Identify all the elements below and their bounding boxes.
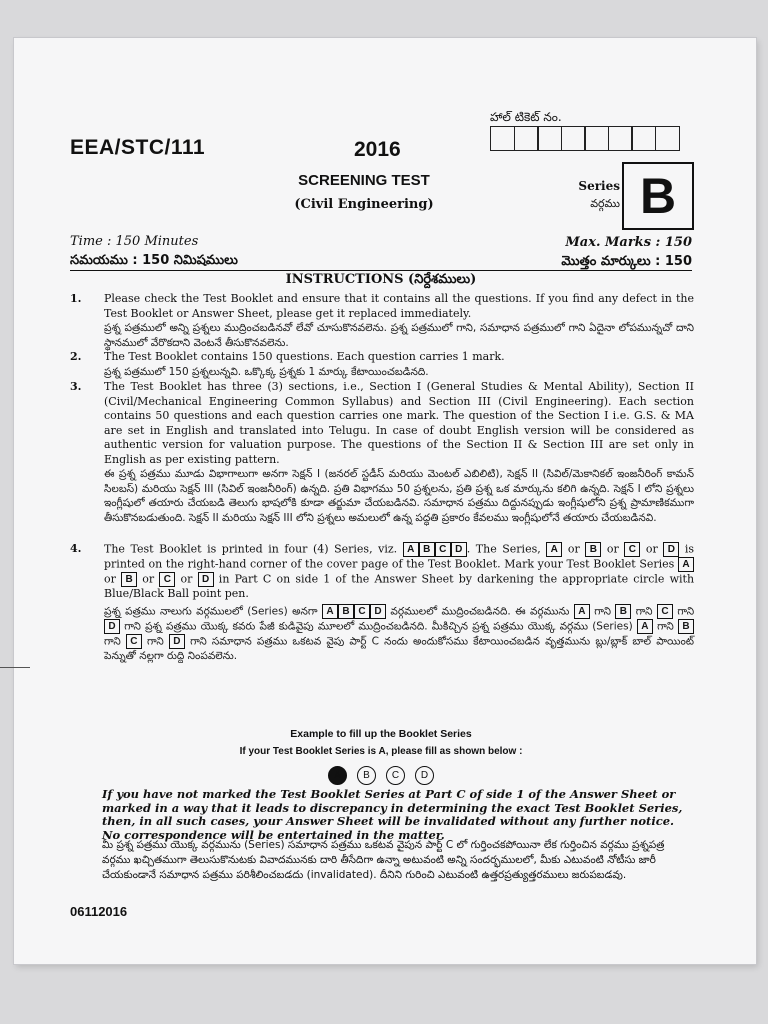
hall-ticket-label: హాల్ టికెట్ నం. [490, 110, 562, 124]
series-label: Series [578, 179, 620, 193]
hall-ticket-number-boxes[interactable] [490, 126, 678, 151]
instruction-number: 2. [70, 350, 82, 363]
series-box-a: A [322, 604, 338, 619]
series-badge: B [622, 162, 694, 230]
connector-word: or [606, 542, 619, 556]
warning-telugu: మీ ప్రశ్న పత్రము యొక్క వర్గమును (Series) సమాధాన పత్రము ఒకటవ వైపున పార్ట్ C లో గుర్తించకపోయినా లేక గుర్తించిన వర్గము ప్రశ్నపత్ర వర్గము ఖచ్చితముగా తెలుసుకొనుటకు వివాదమునకు దారి తీసేదిగా ఉన్నా అటువంటి అన్ని సందర్భములలో, మీకు ఎటువంటి నోటీసు జారీ చేయకుండానే సమాధాన పత్రము పరిశీలించబడదు (invalidated). దీనిని గురించి ఎటువంటి ఉత్తరప్రత్యుత్తరములు జరుపబడవు. [102, 839, 665, 881]
series-box-d: D [198, 572, 214, 587]
bubble-c: C [386, 766, 405, 785]
connector-word: గాని [677, 605, 695, 617]
instructions-heading: INSTRUCTIONS (నిర్దేశములు) [285, 272, 477, 287]
footer-code: 06112016 [70, 904, 128, 919]
hall-ticket-digit-box[interactable] [490, 126, 515, 151]
series-box-d: D [370, 604, 386, 619]
instruction-text-english: The Test Booklet contains 150 questions. Each question carries 1 mark. [104, 350, 505, 363]
instruction-text-part: ప్రశ్న పత్రము నాలుగు వర్గములలో (Series) అనగా [104, 605, 318, 617]
hall-ticket-digit-box[interactable] [561, 126, 586, 151]
instruction-text-english: Please check the Test Booklet and ensure that it contains all the questions. If you find any defect in the Test Booklet or Answer Sheet, please get it replaced immediately. [104, 292, 694, 320]
hall-ticket-digit-box[interactable] [537, 126, 562, 151]
connector-word: or [180, 572, 193, 586]
instruction-item [70, 542, 694, 663]
hall-ticket-digit-box[interactable] [608, 126, 633, 151]
series-box-a: A [574, 604, 590, 619]
time-telugu: సమయము : 150 నిమిషములు [70, 253, 238, 268]
connector-word: గాని [657, 620, 674, 632]
warning-english: If you have not marked the Test Booklet Series at Part C of side 1 of the Answer Sheet or marked in a way that it leads to discrepancy in determining the exact Test Booklet Series, then, in all such cases, your Answer Sheet will be invalidated without any further notice. No correspondence will be entertained in the matter. [102, 787, 683, 842]
hall-ticket-digit-box[interactable] [655, 126, 680, 151]
instruction-text-telugu [104, 604, 694, 664]
max-marks-english: Max. Marks : 150 [565, 235, 692, 250]
series-box-c: C [354, 604, 370, 619]
series-box-c: C [159, 572, 175, 587]
series-box-a: A [637, 619, 653, 634]
page-title: SCREENING TEST [298, 172, 430, 189]
connector-word: or [645, 542, 658, 556]
series-box-b: B [338, 604, 354, 619]
instruction-number: 1. [70, 292, 82, 305]
time-english: Time : 150 Minutes [70, 234, 199, 249]
hall-ticket-digit-box[interactable] [584, 126, 609, 151]
series-box-c: C [435, 542, 451, 557]
instruction-text-part: The Test Booklet is printed in four (4) Series, viz. [104, 542, 398, 556]
margin-mark [0, 667, 30, 668]
series-label-telugu: వర్గము [590, 197, 620, 210]
series-box-a: A [403, 542, 419, 557]
max-marks-telugu: మొత్తం మార్కులు : 150 [561, 254, 692, 269]
instruction-number: 3. [70, 380, 82, 393]
instruction-text-part: గాని సమాధాన పత్రము ఒకటవ వైపు పార్ట్ C నందు అందుకోసము కేటాయించబడిన వృత్తమును బ్లు/బ్లాక్ బాల్ పాయింట్ పెన్నుతో నల్లగా రుద్ది నింపవలెను. [104, 635, 694, 662]
instruction-text-english: The Test Booklet has three (3) sections, i.e., Section I (General Studies & Mental Ability), Section II (Civil/Mechanical Engineering Common Syllabus) and Section III (Civil Engineering). Each section contains 50 questions and each question carries one mark. The question of the Section I i.e. G.S. & MA are set in English and translated into Telugu. In case of doubt English version will be considered as authentic version for valuation purpose. The questions of the Section II & Section III are set only in English as per existing pattern. [104, 380, 694, 466]
series-box-b: B [121, 572, 137, 587]
series-box-b: B [585, 542, 601, 557]
series-box-d: D [169, 634, 185, 649]
instruction-text-telugu: ప్రశ్న పత్రములో 150 ప్రశ్నలున్నవి. ఒక్కొక్క ప్రశ్నకు 1 మార్కు కేటాయించబడినది. [104, 365, 429, 378]
connector-word: or [104, 572, 116, 586]
instruction-text-part: ప్రశ్న పత్రము యొక్క కవరు పేజీ కుడివైపు మూలలో ముద్రించబడినది. మీకిచ్చిన ప్రశ్న పత్రము యొక్క వర్గము (Series) [145, 620, 633, 632]
series-box-d: D [104, 619, 120, 634]
series-box-d: D [451, 542, 467, 557]
connector-word: గాని [124, 620, 141, 632]
exam-code: EEA/STC/111 [70, 136, 206, 159]
bubble-a-filled: A [328, 766, 347, 785]
example-subheading: If your Test Booklet Series is A, please fill as shown below : [239, 746, 523, 757]
series-box-c: C [126, 634, 142, 649]
connector-word: or [567, 542, 580, 556]
divider [70, 270, 692, 271]
connector-word: or [142, 572, 155, 586]
series-box-c: C [624, 542, 640, 557]
example-heading: Example to fill up the Booklet Series [290, 728, 472, 740]
series-box-b: B [678, 619, 694, 634]
instruction-text-english [104, 542, 694, 602]
connector-word: గాని [635, 605, 653, 617]
series-box-a: A [546, 542, 562, 557]
series-box-b: B [615, 604, 631, 619]
exam-year: 2016 [354, 138, 401, 161]
instruction-item [70, 380, 694, 525]
instruction-text-part: is printed on the right-hand corner of the cover page of the Test Booklet. Mark your Test Booklet Series [104, 542, 695, 571]
instruction-item [70, 292, 694, 350]
exam-booklet-cover [14, 38, 756, 964]
instruction-text-part: వర్గములలో ముద్రించబడినది. ఈ వర్గమును [390, 605, 570, 617]
series-box-c: C [657, 604, 673, 619]
instruction-item [70, 350, 694, 379]
page-subtitle: (Civil Engineering) [294, 197, 434, 212]
series-box-b: B [419, 542, 435, 557]
instruction-text-part: . The Series, [466, 542, 541, 556]
series-box-d: D [663, 542, 679, 557]
connector-word: గాని [147, 635, 164, 647]
instruction-text-telugu: ప్రశ్న పత్రములో అన్ని ప్రశ్నలు ముద్రించబడినవో లేవో చూసుకొనవలెను. ప్రశ్న పత్రములో గాని, సమాధాన పత్రములో గాని ఏదైనా లోపమున్నచో దాని స్థానములో వేరొకదాని వెంటనే తీసుకొనవలెను. [104, 322, 694, 349]
connector-word: గాని [104, 635, 121, 647]
example-bubble-row [328, 766, 434, 785]
hall-ticket-digit-box[interactable] [514, 126, 539, 151]
connector-word: గాని [594, 605, 611, 617]
instruction-number: 4. [70, 542, 82, 555]
instruction-text-telugu: ఈ ప్రశ్న పత్రము మూడు విభాగాలుగా అనగా సెక్షన్ I (జనరల్ స్టడీస్ మరియు మెంటల్ ఎబిలిటి), సెక్షన్ II (సివిల్/మెకానికల్ ఇంజనీరింగ్ కామన్ సిలబస్) మరియు సెక్షన్ III (సివిల్ ఇంజనీరింగ్) ఉన్నది. ప్రతి విభాగము 50 ప్రశ్నలను, ప్రతి ప్రశ్న ఒక మార్కును కలిగి ఉన్నది. సెక్షన్ I లోని ప్రశ్నలు ఇంగ్లీషులో తయారు చేయబడి తెలుగు భాషలోకి కూడా తర్జుమా చేయబడినవి. సమాధాన పత్రము దిద్దునప్పుడు ఇంగ్లీషులోని ప్రశ్న ప్రామాణికముగా తీసుకొనబడుతుంది. సెక్షన్ II మరియు సెక్షన్ III లోని ప్రశ్నలు అమలులో ఉన్న పద్ధతి ప్రకారం కేవలము ఇంగ్లీషులోనే తయారు చేయబడినవి. [104, 468, 694, 524]
instruction-text-part: in Part C on side 1 of the Answer Sheet by darkening the appropriate circle with Blue/Black Ball point pen. [104, 572, 695, 600]
series-box-a: A [678, 557, 694, 572]
bubble-b: B [357, 766, 376, 785]
hall-ticket-digit-box[interactable] [631, 126, 656, 151]
bubble-d: D [415, 766, 434, 785]
